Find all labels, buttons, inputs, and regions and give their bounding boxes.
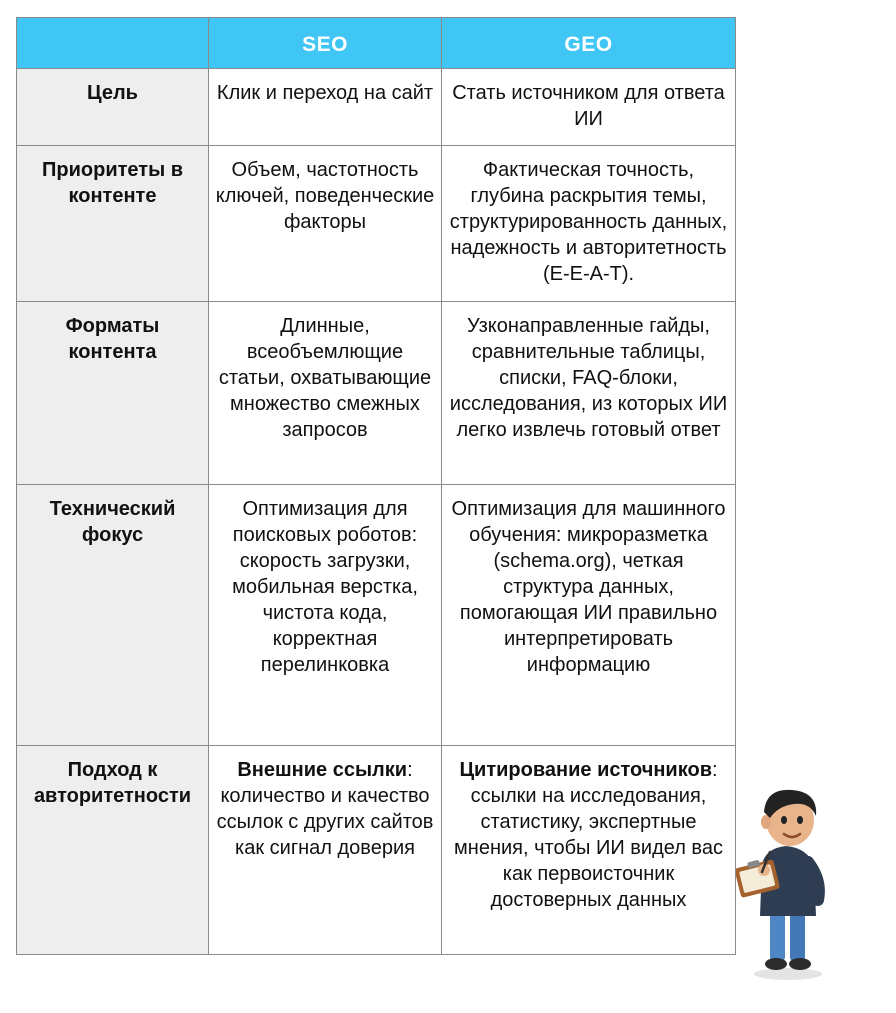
row-label: Цель	[17, 69, 209, 146]
mascot-leg-left	[770, 910, 785, 962]
mascot-eye-right	[797, 816, 803, 824]
mascot-leg-right	[790, 910, 805, 962]
comparison-table	[16, 17, 736, 955]
row-label: Подход к авторитетности	[17, 746, 209, 955]
seo-cell	[209, 746, 442, 955]
mascot-illustration	[736, 782, 832, 982]
seo-bold-term: Внешние ссылки	[237, 759, 408, 781]
table-row	[17, 485, 736, 746]
table-row	[17, 69, 736, 146]
seo-rest-text: : количество и качество ссылок с других сайтов как сигнал доверия	[216, 759, 434, 859]
geo-cell: Стать источником для ответа ИИ	[442, 69, 736, 146]
table-header-row	[17, 18, 736, 69]
mascot-shoe-right	[789, 958, 811, 970]
seo-cell: Клик и переход на сайт	[209, 69, 442, 146]
mascot-eye-left	[781, 816, 787, 824]
table-row	[17, 746, 736, 955]
geo-cell: Узконаправленные гайды, сравнительные таблицы, списки, FAQ-блоки, исследования, из которых ИИ легко извлечь готовый ответ	[442, 302, 736, 485]
row-label: Технический фокус	[17, 485, 209, 746]
geo-cell: Оптимизация для машинного обучения: микроразметка (schema.org), четкая структура данных, помогающая ИИ правильно интерпретировать информацию	[442, 485, 736, 746]
geo-cell: Фактическая точность, глубина раскрытия темы, структурированность данных, надежность и авторитетность (E-E-A-T).	[442, 146, 736, 302]
geo-cell	[442, 746, 736, 955]
row-label: Приоритеты в контенте	[17, 146, 209, 302]
seo-cell: Объем, частотность ключей, поведенческие факторы	[209, 146, 442, 302]
geo-rest-text: : ссылки на исследования, статистику, экспертные мнения, чтобы ИИ видел вас как первоисточник достоверных данных	[454, 759, 723, 911]
seo-cell: Оптимизация для поисковых роботов: скорость загрузки, мобильная верстка, чистота кода, корректная перелинковка	[209, 485, 442, 746]
mascot-shoe-left	[765, 958, 787, 970]
geo-bold-term: Цитирование источников	[459, 759, 712, 781]
table-row	[17, 302, 736, 485]
seo-cell: Длинные, всеобъемлющие статьи, охватывающие множество смежных запросов	[209, 302, 442, 485]
table-row	[17, 146, 736, 302]
header-seo: SEO	[209, 18, 442, 69]
header-geo: GEO	[442, 18, 736, 69]
row-label: Форматы контента	[17, 302, 209, 485]
header-empty	[17, 18, 209, 69]
mascot-shadow	[754, 968, 822, 980]
